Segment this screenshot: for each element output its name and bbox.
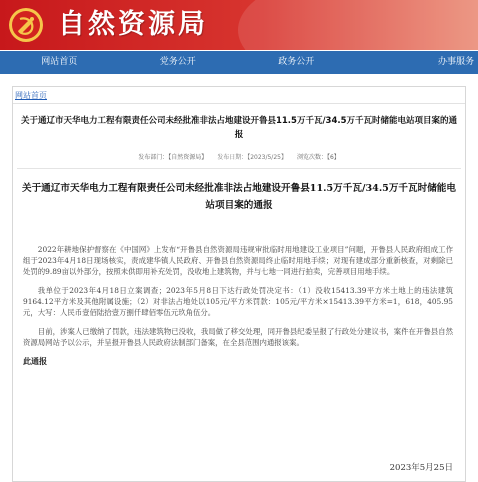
nav-item-home[interactable]: 网站首页 [0,51,119,74]
party-emblem-icon [8,7,44,43]
divider [17,168,461,169]
article-meta [13,152,465,161]
nav-item-party-affairs[interactable]: 党务公开 [119,51,238,74]
article-paragraph: 我单位于2023年4月18日立案调查；2023年5月8日下达行政处罚决定书：（1）没收15413.39平方米土地上的违法建筑9164.12平方米及其他附属设施；（2）对非法占地处以105元/平方米罚款：105元/平方米×15413.39平方米=1，618，405.95元，大写：人民币壹佰陆拾壹万捌仟肆佰零伍元玖角伍分。 [23,285,453,318]
meta-views: 浏览次数：【6】 [297,152,340,161]
site-title: 自然资源局 [58,6,208,44]
article-paragraph: 目前，涉案人已缴纳了罚款，违法建筑物已没收，我局做了移交处理，同开鲁县纪委呈报了行政处分建议书，案件在开鲁县自然资源局网站予以公示，并呈报开鲁县人民政府法制部门备案，在全县范围内通报该案。 [23,326,453,348]
site-header [0,0,478,50]
breadcrumb-home-link[interactable]: 网站首页 [15,90,47,101]
meta-date: 发布日期：【2023/5/25】 [217,152,287,161]
nav-item-government-affairs[interactable]: 政务公开 [237,51,356,74]
article-panel [12,86,466,482]
article-closing: 此通报 [23,356,465,367]
article-date: 2023年5月25日 [390,461,453,473]
article-header-title: 关于通辽市天华电力工程有限责任公司未经批准非法占地建设开鲁县11.5万千瓦/34.5万千瓦时储能电站项目案的通报 [17,114,461,142]
article-paragraph: 2022年耕地保护督察在《中国网》上发布“开鲁县自然资源局违规审批临时用地建设工业项目”问题，开鲁县人民政府组成工作组于2023年4月18日现场核实，责成建华镇人民政府、开鲁县自然资源局终止临时用地手续；对现有建成部分重新核查，对剩除已处罚的9.89亩以外部分，按照未供即用补充处罚，没收地上建筑物，并与七地一同进行拍卖，完善项目用地手续。 [23,244,453,277]
breadcrumb [13,87,465,104]
article-body [23,244,453,348]
meta-source: 发布部门：【自然资源局】 [138,152,207,161]
main-nav [0,50,478,74]
article-title: 关于通辽市天华电力工程有限责任公司未经批准非法占地建设开鲁县11.5万千瓦/34.5万千瓦时储能电站项目案的通报 [19,180,459,214]
spacer [0,74,478,86]
nav-item-services[interactable]: 办事服务 [356,51,478,74]
